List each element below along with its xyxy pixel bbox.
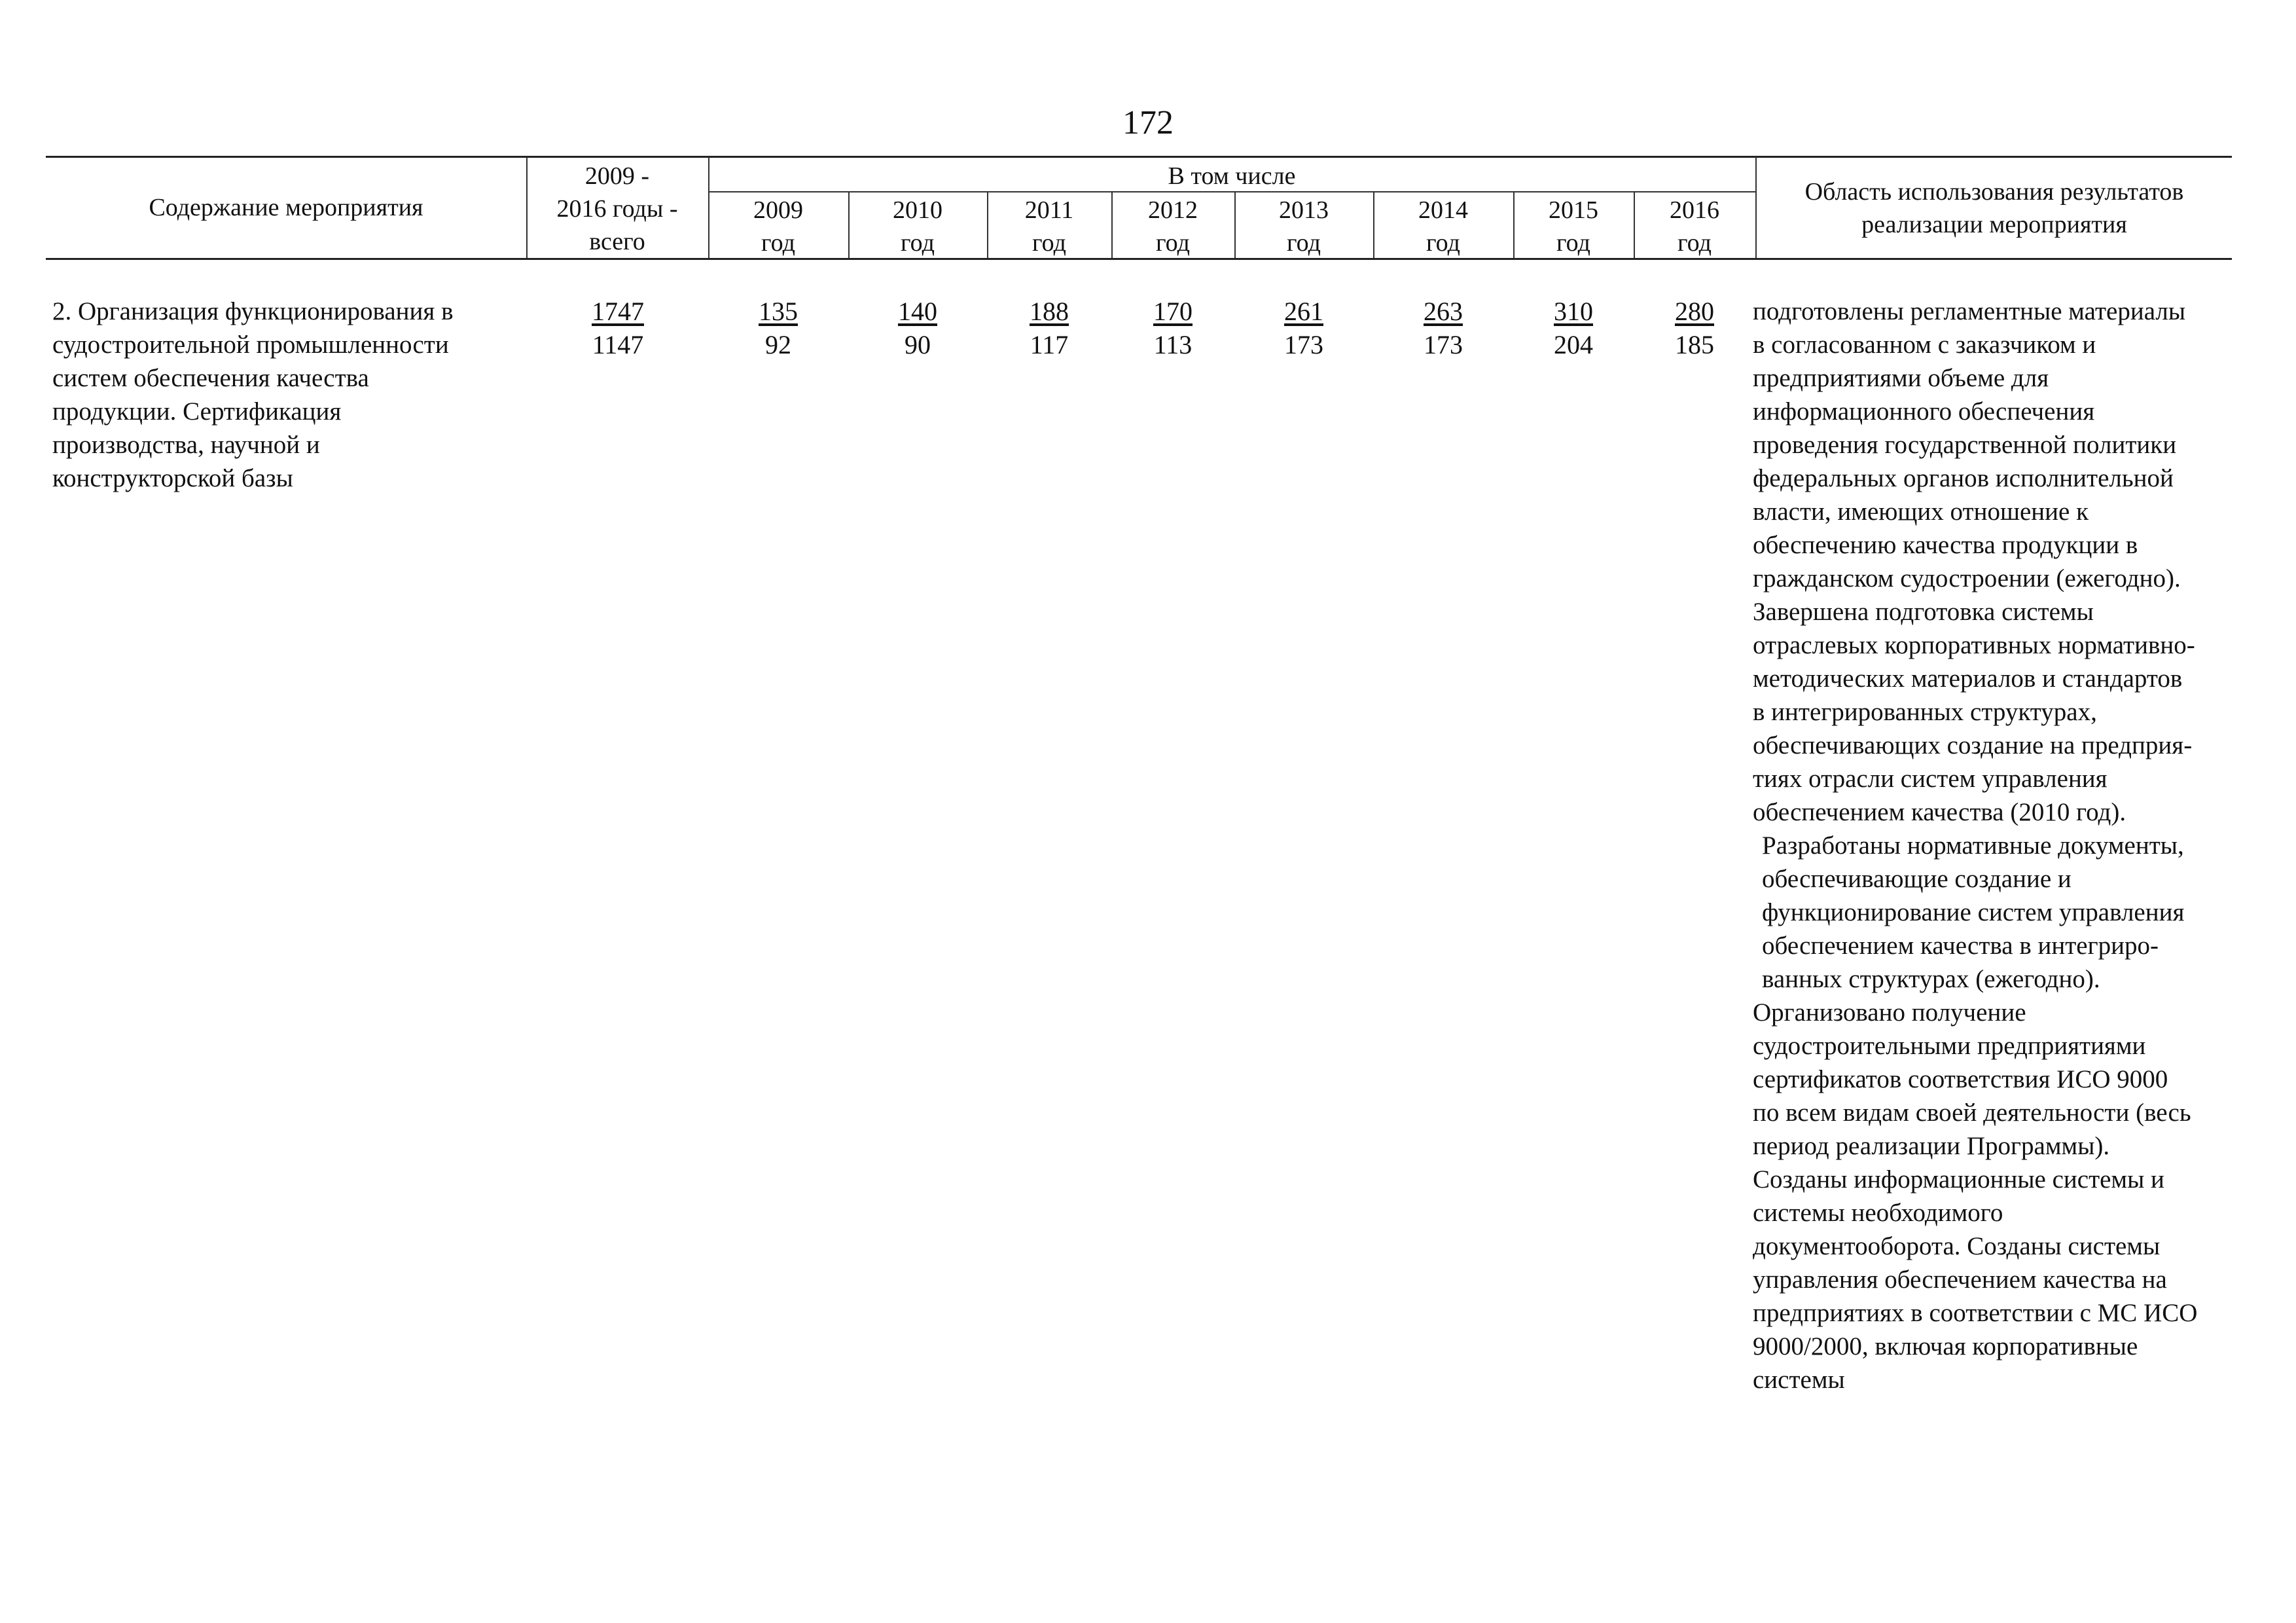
- description-line: функционирование систем управления: [1762, 898, 2185, 926]
- description-line: обеспечением качества (2010 год).: [1753, 798, 2126, 826]
- year-2010-value-bottom: 90: [905, 330, 931, 359]
- header-year-2013: [1234, 194, 1373, 259]
- year-2015-value-bottom: 204: [1554, 330, 1593, 359]
- description-line: отраслевых корпоративных нормативно-: [1753, 631, 2195, 659]
- total-value-bottom: 1147: [592, 330, 644, 359]
- description-line: системы необходимого: [1753, 1199, 2003, 1227]
- header-year-2012: [1111, 194, 1234, 259]
- header-total-line: 2009 -: [584, 162, 650, 190]
- description-line: ванных структурах (ежегодно).: [1762, 965, 2100, 993]
- year-2014-value-bottom: 173: [1424, 330, 1463, 359]
- description-line: обеспечению качества продукции в: [1753, 531, 2138, 559]
- header-year-2014: [1373, 194, 1513, 259]
- description-line: власти, имеющих отношение к: [1753, 498, 2089, 526]
- description-line: обеспечивающие создание и: [1762, 865, 2072, 893]
- year-2014-value-top: 263: [1424, 297, 1463, 326]
- header-year: 2012: [1148, 196, 1198, 224]
- header-year: 2014: [1418, 196, 1468, 224]
- description-line: Организовано получение: [1753, 998, 2026, 1027]
- header-year-unit: год: [1156, 229, 1190, 257]
- row-description: [1753, 295, 2197, 1396]
- total-value-top: 1747: [592, 297, 644, 326]
- header-area: [1757, 175, 2232, 241]
- description-line: сертификатов соответствия ИСО 9000: [1753, 1065, 2168, 1093]
- description-line: предприятиями объеме для: [1753, 364, 2049, 392]
- year-2013-value-bottom: 173: [1284, 330, 1323, 359]
- header-year-unit: год: [1677, 229, 1712, 257]
- year-2009-value-top: 135: [759, 297, 798, 326]
- description-line: период реализации Программы).: [1753, 1132, 2110, 1160]
- row-content-line: продукции. Сертификация: [52, 397, 342, 426]
- header-year-2016: [1634, 194, 1755, 259]
- header-year: 2011: [1024, 196, 1074, 224]
- description-line: федеральных органов исполнительной: [1753, 464, 2174, 492]
- header-area-line: реализации мероприятия: [1861, 211, 2127, 238]
- description-line: судостроительными предприятиями: [1753, 1032, 2146, 1060]
- row-content-line: систем обеспечения качества: [52, 364, 369, 392]
- description-line: документооборота. Созданы системы: [1753, 1232, 2161, 1260]
- year-2016-value-top: 280: [1675, 297, 1714, 326]
- header-year-unit: год: [1556, 229, 1590, 257]
- header-year: 2009: [753, 196, 803, 224]
- row-content-line: 2. Организация функционирования в: [52, 297, 454, 325]
- description-line: методических материалов и стандартов: [1753, 665, 2183, 693]
- description-line: предприятиях в соответствии с МС ИСО: [1753, 1299, 2198, 1327]
- header-year: 2013: [1279, 196, 1329, 224]
- header-year: 2015: [1549, 196, 1598, 224]
- header-total: [526, 160, 708, 258]
- description-line: Завершена подготовка системы: [1753, 598, 2094, 626]
- year-2015-value-top: 310: [1554, 297, 1593, 326]
- description-line: гражданском судостроении (ежегодно).: [1753, 564, 2181, 593]
- row-content-line: конструкторской базы: [52, 464, 293, 492]
- header-year-unit: год: [1426, 229, 1460, 257]
- header-year-2009: [708, 194, 848, 259]
- year-2011-value-top: 188: [1030, 297, 1069, 326]
- row-content-line: производства, научной и: [52, 431, 320, 459]
- table-top-rule: [46, 156, 2232, 158]
- header-including: В том числе: [1168, 162, 1296, 190]
- header-total-line: всего: [589, 228, 645, 255]
- year-2009-value-bottom: 92: [765, 330, 791, 359]
- header-year-2010: [848, 194, 987, 259]
- description-line: Созданы информационные системы и: [1753, 1165, 2164, 1194]
- header-year-unit: год: [1032, 229, 1066, 257]
- row-content: [52, 295, 454, 495]
- description-line: информационного обеспечения: [1753, 397, 2095, 426]
- description-line: в интегрированных структурах,: [1753, 698, 2097, 726]
- row-content-line: судостроительной промышленности: [52, 331, 449, 359]
- description-line: 9000/2000, включая корпоративные: [1753, 1332, 2138, 1360]
- description-line: по всем видам своей деятельности (весь: [1753, 1099, 2191, 1127]
- header-year-2011: [987, 194, 1111, 259]
- header-year: 2010: [893, 196, 942, 224]
- page-number: 172: [1122, 104, 1174, 141]
- description-line: обеспечивающих создание на предприя-: [1753, 731, 2193, 759]
- header-year-2015: [1513, 194, 1634, 259]
- description-line: в согласованном с заказчиком и: [1753, 331, 2096, 359]
- header-year-unit: год: [901, 229, 935, 257]
- year-2016-value-bottom: 185: [1675, 330, 1714, 359]
- year-2012-value-top: 170: [1153, 297, 1193, 326]
- description-line: подготовлены регламентные материалы: [1753, 297, 2186, 325]
- header-total-line: 2016 годы -: [556, 195, 678, 223]
- description-line: тиях отрасли систем управления: [1753, 765, 2108, 793]
- header-year-unit: год: [1287, 229, 1321, 257]
- header-content: Содержание мероприятия: [149, 194, 423, 221]
- year-2011-value-bottom: 117: [1030, 330, 1069, 359]
- year-2010-value-top: 140: [898, 297, 937, 326]
- description-line: Разработаны нормативные документы,: [1762, 831, 2184, 860]
- year-2013-value-top: 261: [1284, 297, 1323, 326]
- header-year: 2016: [1670, 196, 1719, 224]
- description-line: проведения государственной политики: [1753, 431, 2177, 459]
- header-year-unit: год: [761, 229, 795, 257]
- description-line: управления обеспечением качества на: [1753, 1266, 2167, 1294]
- description-line: обеспечением качества в интегриро-: [1762, 932, 2159, 960]
- header-area-line: Область использования результатов: [1804, 178, 2184, 206]
- year-2012-value-bottom: 113: [1153, 330, 1193, 359]
- description-line: системы: [1753, 1366, 1845, 1394]
